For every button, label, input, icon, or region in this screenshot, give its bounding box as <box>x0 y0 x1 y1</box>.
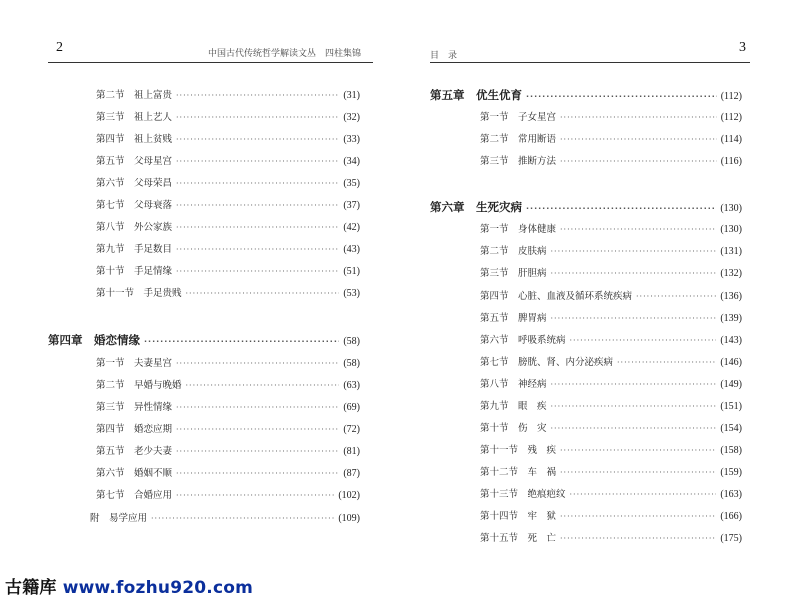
toc-entry-page: (114) <box>720 134 742 145</box>
toc-entry-page: (143) <box>720 335 742 346</box>
toc-entry[interactable] <box>96 132 360 148</box>
toc-entry-title: 第二节 常用断语 <box>480 134 557 145</box>
header-rule-right <box>430 62 750 63</box>
toc-entry[interactable] <box>480 443 742 459</box>
toc-entry[interactable] <box>480 154 742 170</box>
toc-entry-title: 第一节 身体健康 <box>480 224 557 235</box>
toc-entry[interactable] <box>480 222 742 238</box>
toc-entry[interactable] <box>96 88 360 104</box>
leader-dots <box>176 422 339 438</box>
leader-dots <box>144 334 339 350</box>
leader-dots <box>560 110 717 126</box>
leader-dots <box>570 487 717 503</box>
header-rule-left <box>48 62 373 63</box>
running-title-left: 中国古代传统哲学解读文丛 四柱集锦 <box>208 49 362 59</box>
watermark-site-name: 古籍库 <box>5 578 57 598</box>
toc-entry[interactable] <box>480 311 742 327</box>
toc-chapter-page: (112) <box>720 91 742 102</box>
leader-dots <box>570 333 717 349</box>
leader-dots <box>176 198 339 214</box>
toc-entry-page: (42) <box>343 222 360 233</box>
toc-entry[interactable] <box>96 488 360 504</box>
toc-entry[interactable] <box>480 399 742 415</box>
toc-entry-title: 第五节 老少夫妻 <box>96 446 173 457</box>
toc-entry-page: (63) <box>343 380 360 391</box>
toc-entry-page: (58) <box>343 358 360 369</box>
right-header <box>430 40 750 64</box>
leader-dots <box>176 132 339 148</box>
toc-entry-page: (69) <box>343 402 360 413</box>
left-header <box>48 40 373 64</box>
leader-dots <box>560 443 716 459</box>
toc-entry-page: (32) <box>343 112 360 123</box>
toc-entry-title: 第七节 合婚应用 <box>96 490 173 501</box>
leader-dots <box>560 465 716 481</box>
leader-dots <box>176 88 339 104</box>
toc-entry-title: 第四节 婚恋应期 <box>96 424 173 435</box>
toc-chapter[interactable] <box>430 199 742 215</box>
toc-entry-page: (53) <box>343 288 360 299</box>
toc-chapter-title: 第四章 婚恋情缘 <box>48 333 140 347</box>
toc-entry[interactable] <box>480 531 742 547</box>
page-number-right: 3 <box>739 40 746 55</box>
toc-entry-title: 第五节 父母星宫 <box>96 156 173 167</box>
leader-dots <box>617 355 716 371</box>
toc-entry[interactable] <box>96 154 360 170</box>
leader-dots <box>560 132 717 148</box>
toc-chapter-page: (130) <box>720 203 742 214</box>
toc-entry[interactable] <box>480 110 742 126</box>
toc-entry-title: 第二节 皮肤病 <box>480 246 547 257</box>
toc-entry-page: (37) <box>343 200 360 211</box>
toc-entry-page: (149) <box>720 379 742 390</box>
toc-entry-page: (132) <box>720 268 742 279</box>
site-watermark <box>5 573 253 598</box>
toc-entry[interactable] <box>480 377 742 393</box>
leader-dots <box>176 444 339 460</box>
toc-entry-page: (34) <box>343 156 360 167</box>
leader-dots <box>176 488 334 504</box>
toc-entry-title: 第四节 心脏、血液及循环系统疾病 <box>480 291 633 302</box>
toc-entry-page: (102) <box>338 490 360 501</box>
toc-entry-title: 第十三节 绝痕疤纹 <box>480 489 566 500</box>
toc-entry[interactable] <box>480 509 742 525</box>
toc-entry[interactable] <box>480 421 742 437</box>
left-page <box>0 0 396 560</box>
leader-dots <box>560 509 716 525</box>
toc-entry-page: (139) <box>720 313 742 324</box>
toc-entry-page: (31) <box>343 90 360 101</box>
toc-entry-page: (158) <box>720 445 742 456</box>
toc-entry[interactable] <box>480 244 742 260</box>
toc-entry[interactable] <box>480 333 742 349</box>
toc-entry[interactable] <box>96 242 360 258</box>
toc-entry-title: 第九节 眼 疾 <box>480 401 547 412</box>
leader-dots <box>526 89 717 105</box>
toc-entry-title: 第十二节 车 祸 <box>480 467 557 478</box>
toc-entry-title: 第二节 祖上富贵 <box>96 90 173 101</box>
toc-entry[interactable] <box>96 444 360 460</box>
toc-entry-page: (130) <box>720 224 742 235</box>
leader-dots <box>176 220 339 236</box>
toc-entry-title: 第六节 婚姻不顺 <box>96 468 173 479</box>
toc-appendix[interactable] <box>90 511 360 527</box>
toc-chapter-title: 第五章 优生优育 <box>430 88 522 102</box>
toc-entry-title: 第一节 夫妻星宫 <box>96 358 173 369</box>
toc-entry-page: (116) <box>720 156 742 167</box>
toc-entry-title: 第三节 肝胆病 <box>480 268 547 279</box>
toc-entry-page: (175) <box>720 533 742 544</box>
toc-entry-title: 第十四节 牢 狱 <box>480 511 557 522</box>
toc-entry[interactable] <box>96 110 360 126</box>
toc-chapter[interactable] <box>48 332 360 348</box>
toc-entry-page: (131) <box>720 246 742 257</box>
toc-entry-page: (163) <box>720 489 742 500</box>
toc-entry[interactable] <box>96 356 360 372</box>
toc-entry-title: 第一节 子女星宫 <box>480 112 557 123</box>
toc-entry-title: 第十五节 死 亡 <box>480 533 557 544</box>
toc-entry-page: (81) <box>343 446 360 457</box>
toc-entry[interactable] <box>480 289 742 305</box>
leader-dots <box>551 377 717 393</box>
toc-entry-page: (151) <box>720 401 742 412</box>
toc-entry-title: 第九节 手足数目 <box>96 244 173 255</box>
toc-entry-page: (72) <box>343 424 360 435</box>
toc-entry-page: (87) <box>343 468 360 479</box>
toc-entry-title: 第八节 外公家族 <box>96 222 173 233</box>
leader-dots <box>176 264 339 280</box>
toc-entry[interactable] <box>480 266 742 282</box>
leader-dots <box>176 176 339 192</box>
leader-dots <box>176 466 339 482</box>
toc-entry-title: 第四节 祖上贫贱 <box>96 134 173 145</box>
leader-dots <box>176 110 339 126</box>
leader-dots <box>186 378 340 394</box>
toc-entry[interactable] <box>96 220 360 236</box>
toc-entry-title: 第七节 父母衰落 <box>96 200 173 211</box>
toc-entry-page: (33) <box>343 134 360 145</box>
running-title-right: 目 录 <box>430 51 458 61</box>
toc-entry-page: (51) <box>343 266 360 277</box>
toc-entry[interactable] <box>480 132 742 148</box>
toc-entry[interactable] <box>96 176 360 192</box>
toc-entry[interactable] <box>480 355 742 371</box>
leader-dots <box>560 531 716 547</box>
toc-entry-page: (35) <box>343 178 360 189</box>
toc-entry-title: 第六节 呼吸系统病 <box>480 335 566 346</box>
toc-entry-page: (43) <box>343 244 360 255</box>
leader-dots <box>186 286 340 302</box>
toc-entry-title: 第十节 手足情缘 <box>96 266 173 277</box>
leader-dots <box>176 242 339 258</box>
toc-entry[interactable] <box>96 378 360 394</box>
toc-entry-title: 第十一节 手足贵贱 <box>96 288 182 299</box>
toc-chapter[interactable] <box>430 87 742 103</box>
toc-entry-page: (166) <box>720 511 742 522</box>
leader-dots <box>560 222 716 238</box>
toc-entry-page: (136) <box>720 291 742 302</box>
toc-entry[interactable] <box>96 422 360 438</box>
toc-entry-title: 第十节 伤 灾 <box>480 423 547 434</box>
right-page <box>397 0 793 560</box>
toc-entry[interactable] <box>480 465 742 481</box>
leader-dots <box>551 266 717 282</box>
leader-dots <box>551 244 717 260</box>
leader-dots <box>551 421 717 437</box>
leader-dots <box>560 154 717 170</box>
page-number-left: 2 <box>56 40 63 55</box>
toc-entry-title: 第三节 祖上艺人 <box>96 112 173 123</box>
toc-entry-title: 第五节 脾胃病 <box>480 313 547 324</box>
toc-entry-title: 第七节 膀胱、肾、内分泌疾病 <box>480 357 614 368</box>
toc-entry-page: (146) <box>720 357 742 368</box>
toc-entry-page: (112) <box>720 112 742 123</box>
leader-dots <box>176 400 339 416</box>
toc-entry-page: (109) <box>338 513 360 524</box>
leader-dots <box>176 154 339 170</box>
toc-entry-page: (154) <box>720 423 742 434</box>
leader-dots <box>551 399 717 415</box>
toc-entry-title: 第三节 异性情缘 <box>96 402 173 413</box>
leader-dots <box>526 201 716 217</box>
leader-dots <box>636 289 716 305</box>
toc-entry[interactable] <box>96 466 360 482</box>
toc-entry-title: 第三节 推断方法 <box>480 156 557 167</box>
toc-entry-title: 第八节 神经病 <box>480 379 547 390</box>
toc-entry-title: 第二节 早婚与晚婚 <box>96 380 182 391</box>
toc-entry-title: 第十一节 残 疾 <box>480 445 557 456</box>
leader-dots <box>151 511 334 527</box>
toc-entry[interactable] <box>96 198 360 214</box>
toc-entry[interactable] <box>96 286 360 302</box>
toc-entry-title: 附 易学应用 <box>90 513 148 524</box>
toc-entry[interactable] <box>480 487 742 503</box>
toc-entry-title: 第六节 父母荣昌 <box>96 178 173 189</box>
toc-entry[interactable] <box>96 264 360 280</box>
toc-entry-page: (159) <box>720 467 742 478</box>
leader-dots <box>176 356 339 372</box>
toc-chapter-page: (58) <box>343 336 360 347</box>
leader-dots <box>551 311 717 327</box>
watermark-url: www.fozhu920.com <box>62 578 254 598</box>
toc-entry[interactable] <box>96 400 360 416</box>
toc-chapter-title: 第六章 生死灾病 <box>430 200 522 214</box>
